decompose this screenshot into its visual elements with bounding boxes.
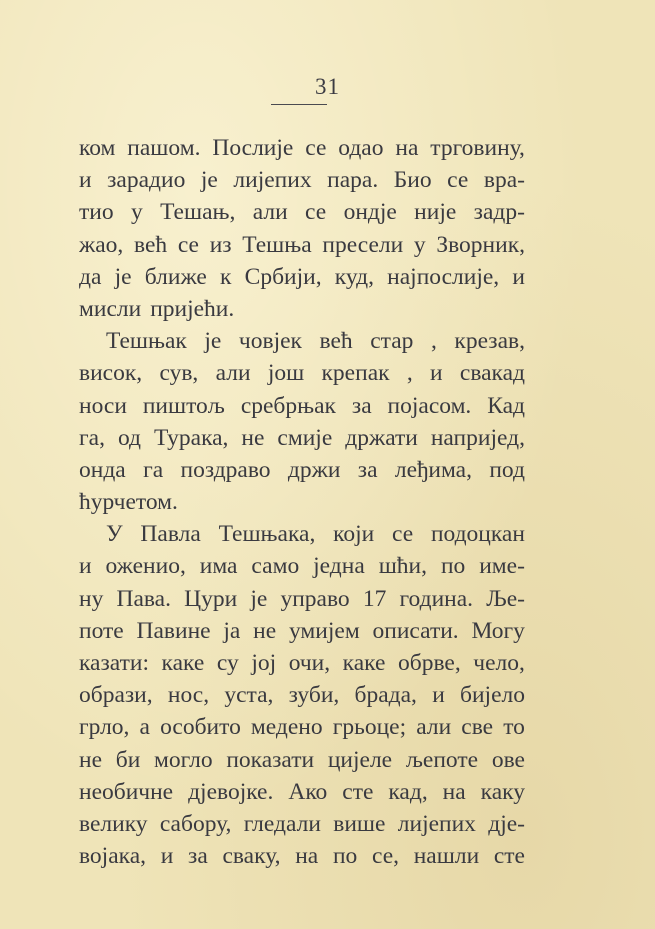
- text-line: [79, 840, 525, 872]
- word: Тешњак: [106, 328, 187, 355]
- word: ја: [223, 617, 241, 644]
- word: лијепих: [397, 810, 476, 837]
- word: грло,: [79, 714, 130, 741]
- word: свакад: [459, 360, 525, 387]
- text-line: [79, 744, 525, 776]
- page-number: 31: [315, 74, 340, 99]
- word: образи,: [79, 682, 153, 709]
- word: особито: [160, 714, 241, 741]
- text-line: [79, 164, 525, 196]
- word: 17: [362, 585, 387, 612]
- word: Тешањ,: [160, 199, 236, 226]
- word: држи: [287, 456, 341, 483]
- word: зуби,: [288, 682, 340, 709]
- word: нос,: [167, 682, 210, 709]
- text-line: [79, 518, 525, 550]
- word: трговину,: [430, 135, 525, 161]
- text-line: [79, 808, 525, 840]
- text-line: [79, 486, 525, 518]
- word: велику: [79, 810, 148, 837]
- word: лијепих: [233, 167, 312, 194]
- word: ближе: [144, 263, 207, 290]
- word: се: [305, 135, 327, 161]
- word: могло: [154, 746, 213, 773]
- text-line: [79, 325, 525, 357]
- word: вра-: [483, 167, 525, 194]
- word: сув,: [159, 360, 199, 387]
- word: описати.: [372, 617, 459, 644]
- word: година.: [399, 585, 474, 612]
- word: поте: [79, 617, 124, 644]
- text-line: [79, 679, 525, 711]
- word: дје-: [488, 810, 525, 837]
- text-line: [79, 261, 525, 293]
- text-line: [79, 711, 525, 743]
- text-line: [79, 615, 525, 647]
- word: Пава.: [116, 585, 171, 612]
- word: који: [333, 521, 375, 548]
- word: брада,: [354, 682, 417, 709]
- word: Кад: [487, 392, 525, 419]
- word: сабору,: [159, 810, 232, 837]
- word: се,: [371, 843, 400, 870]
- text-line: [79, 454, 525, 486]
- word: необичне: [79, 778, 174, 805]
- word: Павла: [140, 521, 201, 548]
- page-number-underline: [271, 104, 327, 105]
- word: ну: [79, 585, 104, 612]
- word: к: [220, 263, 232, 290]
- word: само: [251, 553, 300, 580]
- word: ком: [79, 135, 116, 161]
- word: за: [357, 456, 378, 483]
- word: јој: [251, 650, 277, 676]
- word: кад,: [388, 778, 428, 805]
- word: али: [215, 360, 251, 387]
- word: очи,: [288, 650, 331, 676]
- word: сте: [493, 843, 525, 870]
- word: Тешња: [242, 231, 312, 258]
- word: да: [79, 263, 102, 290]
- word: Тешњака,: [218, 521, 316, 548]
- word: мисли: [79, 295, 142, 322]
- word: се: [177, 231, 199, 258]
- text-line: [79, 390, 525, 422]
- word: жао,: [79, 231, 124, 258]
- word: већ: [319, 328, 353, 355]
- word: онда: [79, 456, 126, 483]
- word: пиштољ: [142, 392, 225, 419]
- word: ,: [430, 328, 437, 355]
- word: љепоте: [405, 746, 479, 773]
- word: по: [332, 843, 358, 870]
- word: пашом.: [127, 135, 201, 161]
- word: Послије: [212, 135, 294, 161]
- word: пресели: [322, 231, 404, 258]
- word: не: [241, 424, 265, 451]
- word: под: [489, 456, 525, 483]
- word: је: [200, 167, 218, 194]
- word: каке: [342, 650, 386, 676]
- word: Зворник,: [436, 231, 525, 258]
- word: Био: [393, 167, 432, 194]
- word: више: [333, 810, 386, 837]
- word: казати:: [79, 650, 149, 676]
- word: Турака,: [153, 424, 229, 451]
- word: каку: [480, 778, 525, 805]
- word: оженио,: [105, 553, 186, 580]
- word: носи: [79, 392, 127, 419]
- text-line: [79, 196, 525, 228]
- word: има: [199, 553, 238, 580]
- word: крезав,: [454, 328, 525, 355]
- word: дјевојке.: [188, 778, 274, 805]
- text-line: [79, 229, 525, 261]
- word: војака,: [79, 843, 147, 870]
- word: уста,: [224, 682, 274, 709]
- word: једна: [313, 553, 365, 580]
- word: али: [416, 714, 452, 741]
- word: ове: [491, 746, 525, 773]
- word: и: [512, 263, 525, 290]
- word: бијело: [460, 682, 525, 709]
- word: сребрњак: [240, 392, 336, 419]
- word: а: [139, 714, 150, 741]
- word: није: [414, 199, 457, 226]
- word: и: [160, 843, 174, 870]
- word: шћи,: [378, 553, 427, 580]
- word: стар: [370, 328, 414, 355]
- word: човјек: [238, 328, 302, 355]
- word: на: [395, 135, 419, 161]
- word: пара.: [327, 167, 379, 194]
- word: би: [115, 746, 141, 773]
- word: је: [114, 263, 132, 290]
- word: гледали: [243, 810, 321, 837]
- word: за: [351, 392, 372, 419]
- text-line: [79, 357, 525, 389]
- word: на: [295, 843, 319, 870]
- word: чело,: [473, 650, 525, 676]
- word: се: [305, 199, 327, 226]
- word: Павине: [136, 617, 211, 644]
- word: ,: [406, 360, 413, 387]
- text-line: [79, 132, 525, 164]
- word: задр-: [473, 199, 525, 226]
- word: још: [267, 360, 305, 387]
- word: ћурчетом.: [79, 489, 178, 516]
- word: нашли: [413, 843, 480, 870]
- word: и: [432, 682, 445, 709]
- word: и: [430, 360, 443, 387]
- word: већ: [134, 231, 168, 258]
- word: куд,: [334, 263, 374, 290]
- word: смије: [277, 424, 333, 451]
- word: држати: [345, 424, 418, 451]
- word: ондје: [343, 199, 397, 226]
- word: се: [447, 167, 469, 194]
- word: за: [188, 843, 208, 870]
- word: управо: [280, 585, 350, 612]
- text-line: [79, 293, 525, 325]
- word: Србији,: [244, 263, 322, 290]
- page-header: [0, 74, 655, 102]
- word: али: [252, 199, 288, 226]
- word: напријед,: [430, 424, 525, 451]
- word: Ље-: [486, 585, 525, 612]
- word: Цури: [184, 585, 238, 612]
- word: сваку,: [222, 843, 281, 870]
- word: одао: [338, 135, 384, 161]
- word: најпослије,: [387, 263, 500, 290]
- word: поздраво: [180, 456, 271, 483]
- word: висок,: [79, 360, 143, 387]
- word: и: [79, 167, 92, 194]
- word: све: [461, 714, 494, 741]
- word: показати: [226, 746, 315, 773]
- word: Могу: [471, 617, 525, 644]
- word: каке: [161, 650, 205, 676]
- word: крепак: [321, 360, 390, 387]
- text-line: [79, 776, 525, 808]
- word: је: [204, 328, 222, 355]
- word: пријећи.: [150, 295, 235, 322]
- word: обрве,: [398, 650, 461, 676]
- word: из: [209, 231, 232, 258]
- word: то: [503, 714, 525, 741]
- word: га,: [79, 424, 105, 451]
- word: у: [413, 231, 426, 258]
- word: се: [392, 521, 414, 548]
- text-line: [79, 583, 525, 615]
- word: медено: [250, 714, 323, 741]
- word: грьоце;: [332, 714, 407, 741]
- word: сте: [342, 778, 374, 805]
- word: на: [442, 778, 466, 805]
- word: леђима,: [394, 456, 472, 483]
- word: од: [117, 424, 141, 451]
- word: појасом.: [387, 392, 472, 419]
- word: не: [79, 746, 103, 773]
- word: је: [250, 585, 268, 612]
- body-text: [79, 132, 525, 872]
- word: Ако: [288, 778, 328, 805]
- word: и: [79, 553, 92, 580]
- text-line: [79, 647, 525, 679]
- word: подоцкан: [430, 521, 525, 548]
- word: по: [440, 553, 466, 580]
- word: га: [143, 456, 164, 483]
- word: цијеле: [327, 746, 393, 773]
- text-line: [79, 550, 525, 582]
- word: су: [216, 650, 239, 676]
- word: умијем: [288, 617, 360, 644]
- word: зарадио: [107, 167, 186, 194]
- word: у: [130, 199, 143, 226]
- word: тио: [79, 199, 114, 226]
- word: не: [253, 617, 277, 644]
- word: име-: [479, 553, 525, 580]
- word: У: [106, 521, 123, 548]
- text-line: [79, 422, 525, 454]
